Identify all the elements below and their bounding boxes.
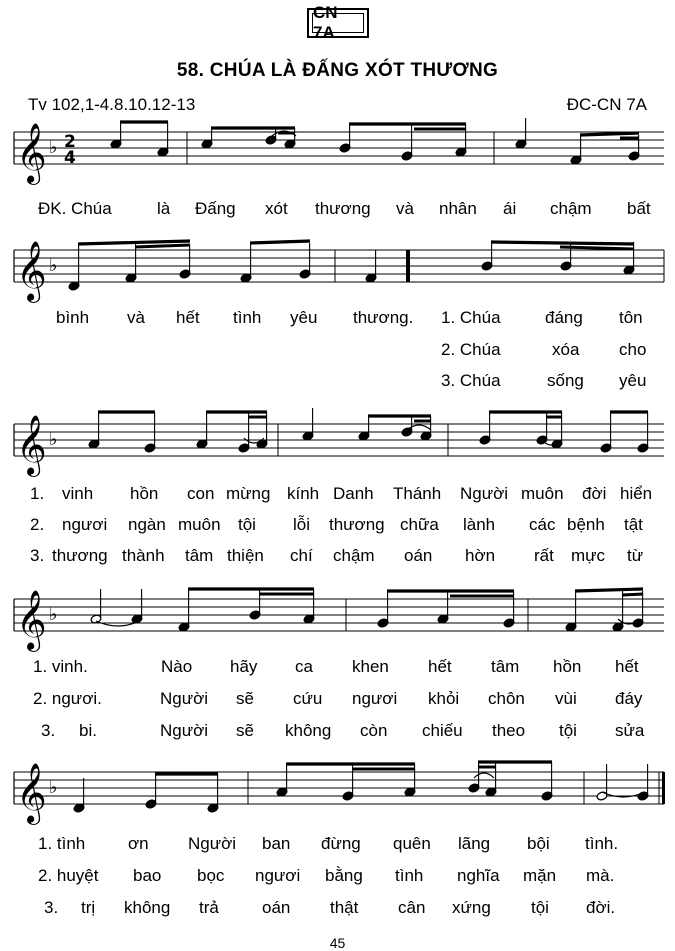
treble-clef: 𝄞 bbox=[16, 590, 47, 650]
lyric-word: cho bbox=[619, 340, 647, 359]
lyric-word: mà. bbox=[586, 866, 615, 885]
lyric-word: rất bbox=[534, 546, 554, 565]
lyric-word: 2. Chúa bbox=[441, 340, 501, 359]
lyric-word: quên bbox=[393, 834, 431, 853]
lyric-word: 1. vinh. bbox=[33, 657, 88, 676]
lyric-line bbox=[0, 199, 675, 221]
lyric-word: hiển bbox=[620, 484, 653, 503]
section-barline bbox=[406, 250, 410, 282]
category-badge bbox=[307, 3, 369, 42]
lyric-line bbox=[0, 689, 675, 711]
lyric-word: chậm bbox=[550, 199, 592, 218]
secondary-beam bbox=[622, 594, 643, 595]
lyric-word: cứu bbox=[293, 689, 323, 708]
key-signature-flat: ♭ bbox=[49, 604, 58, 625]
beam bbox=[580, 133, 639, 135]
lyric-word: thương bbox=[329, 515, 385, 534]
lyric-word: trị bbox=[81, 898, 96, 917]
lyric-word: tật bbox=[624, 515, 643, 534]
lyric-word: 3. bbox=[44, 898, 59, 917]
lyric-word: nghĩa bbox=[457, 866, 500, 885]
lyric-word: kính bbox=[287, 484, 320, 503]
lyric-word: 1. Chúa bbox=[441, 308, 501, 327]
lyric-word: vùi bbox=[555, 689, 577, 708]
lyric-word: là bbox=[157, 199, 171, 218]
treble-clef: 𝄞 bbox=[16, 415, 47, 475]
lyric-line bbox=[0, 308, 675, 330]
lyric-word: ngàn bbox=[128, 515, 166, 534]
lyric-word: tình. bbox=[585, 834, 619, 853]
lyric-word: các bbox=[529, 515, 556, 534]
lyric-word: sống bbox=[547, 371, 584, 390]
lyric-word: và bbox=[127, 308, 145, 327]
tie-slur bbox=[474, 773, 494, 778]
lyric-word: tình bbox=[233, 308, 262, 327]
lyric-word: bọc bbox=[197, 866, 225, 885]
lyric-word: Người bbox=[188, 834, 237, 853]
lyric-word: ban bbox=[262, 834, 291, 853]
badge-label: CN 7A bbox=[312, 13, 364, 33]
lyric-line bbox=[0, 340, 675, 362]
lyric-word: bội bbox=[527, 834, 550, 853]
lyric-word: Người bbox=[460, 484, 509, 503]
lyric-word: xót bbox=[265, 199, 288, 218]
beam bbox=[491, 242, 634, 244]
lyric-word: chôn bbox=[488, 689, 525, 708]
lyric-word: đáy bbox=[615, 689, 643, 708]
lyric-word: ái bbox=[503, 199, 517, 218]
lyric-word: Nào bbox=[161, 657, 193, 676]
lyric-word: xứng bbox=[452, 898, 491, 917]
lyric-word: 3. bbox=[30, 546, 45, 565]
lyric-word: ca bbox=[295, 657, 313, 676]
lyric-word: lành bbox=[463, 515, 496, 534]
lyric-word: lỗi bbox=[293, 515, 311, 534]
staff-system-4 bbox=[0, 585, 675, 655]
lyric-word: ngươi bbox=[62, 515, 108, 534]
lyric-word: hãy bbox=[230, 657, 258, 676]
lyric-word: yêu bbox=[619, 371, 647, 390]
lyric-word: mặn bbox=[523, 866, 557, 885]
lyric-word: không bbox=[285, 721, 332, 740]
lyric-word: sẽ bbox=[236, 689, 254, 708]
lyric-word: ngươi bbox=[255, 866, 301, 885]
lyric-word: tội bbox=[531, 898, 549, 917]
secondary-beam bbox=[560, 247, 634, 249]
lyric-word: tội bbox=[559, 721, 577, 740]
lyric-word: tội bbox=[238, 515, 256, 534]
lyric-word: Thánh bbox=[393, 484, 442, 503]
lyric-word: chữa bbox=[400, 515, 439, 534]
lyric-word: mực bbox=[571, 546, 606, 565]
beam bbox=[78, 241, 190, 244]
lyric-word: 2. bbox=[30, 515, 45, 534]
lyric-word: muôn bbox=[521, 484, 564, 503]
lyric-word: bằng bbox=[325, 866, 363, 885]
lyric-word: trả bbox=[199, 898, 219, 917]
staff-system-1 bbox=[0, 118, 675, 188]
staff-system-5 bbox=[0, 758, 675, 828]
page-number: 45 bbox=[329, 935, 346, 951]
lyric-word: chậm bbox=[333, 546, 375, 565]
lyric-word: hờn bbox=[465, 546, 496, 565]
lyric-word: tâm bbox=[491, 657, 520, 676]
lyric-word: bi. bbox=[79, 721, 97, 740]
lyric-word: tâm bbox=[185, 546, 214, 565]
lyric-word: chiếu bbox=[422, 721, 463, 740]
lyric-word: từ bbox=[627, 546, 644, 565]
lyric-word: không bbox=[124, 898, 171, 917]
lyric-word: Người bbox=[160, 689, 209, 708]
lyric-word: vinh bbox=[62, 484, 94, 503]
secondary-beam bbox=[135, 245, 190, 247]
lyric-word: đời. bbox=[586, 898, 616, 917]
lyric-word: và bbox=[396, 199, 414, 218]
lyric-word: hết bbox=[428, 657, 452, 676]
lyric-word: ơn bbox=[128, 834, 149, 853]
key-signature-flat: ♭ bbox=[49, 137, 58, 158]
lyric-word: 1. bbox=[30, 484, 45, 503]
beam bbox=[250, 241, 310, 243]
lyric-word: nhân bbox=[439, 199, 477, 218]
lyric-word: ngươi bbox=[352, 689, 398, 708]
lyric-word: muôn bbox=[178, 515, 221, 534]
lyric-word: tôn bbox=[619, 308, 643, 327]
lyric-word: thương. bbox=[353, 308, 414, 327]
lyric-line bbox=[0, 546, 675, 568]
lyric-line bbox=[0, 657, 675, 679]
lyric-word: oán bbox=[262, 898, 291, 917]
lyric-word: bất bbox=[627, 199, 651, 218]
lyric-word: 1. tình bbox=[38, 834, 86, 853]
staff-system-2 bbox=[0, 236, 675, 306]
lyric-word: thành bbox=[122, 546, 165, 565]
lyric-word: bao bbox=[133, 866, 162, 885]
final-barline-thick bbox=[662, 772, 665, 804]
key-signature-flat: ♭ bbox=[49, 255, 58, 276]
lyric-word: khỏi bbox=[428, 689, 460, 708]
lyric-word: đừng bbox=[321, 834, 361, 853]
lyric-word: khen bbox=[352, 657, 389, 676]
lyric-word: theo bbox=[492, 721, 526, 740]
lyric-word: hết bbox=[615, 657, 639, 676]
lyric-word: thương bbox=[52, 546, 108, 565]
lyric-word: con bbox=[187, 484, 215, 503]
key-signature-flat: ♭ bbox=[49, 429, 58, 450]
lyric-word: thương bbox=[315, 199, 371, 218]
treble-clef: 𝄞 bbox=[16, 241, 47, 301]
key-signature-flat: ♭ bbox=[49, 777, 58, 798]
lyric-line bbox=[0, 484, 675, 506]
lyric-word: thiện bbox=[227, 546, 264, 565]
beam bbox=[575, 589, 643, 591]
lyric-word: lãng bbox=[458, 834, 491, 853]
lyric-line bbox=[0, 371, 675, 393]
lyric-word: thật bbox=[330, 898, 359, 917]
lyric-word: mừng bbox=[226, 484, 271, 503]
song-title: 58. CHÚA LÀ ĐẤNG XÓT THƯƠNG bbox=[176, 60, 499, 81]
lyric-word: sẽ bbox=[236, 721, 254, 740]
lyric-word: còn bbox=[360, 721, 388, 740]
time-signature-top: 2 bbox=[64, 132, 76, 152]
lyric-word: Danh bbox=[333, 484, 374, 503]
lyric-word: oán bbox=[404, 546, 433, 565]
lyric-word: bệnh bbox=[567, 515, 605, 534]
time-signature-bottom: 4 bbox=[64, 148, 76, 168]
lyric-line bbox=[0, 898, 675, 920]
lyric-word: yêu bbox=[290, 308, 318, 327]
lyric-line bbox=[0, 834, 675, 856]
lyric-line bbox=[0, 721, 675, 743]
lyric-word: tình bbox=[395, 866, 424, 885]
lyric-word: chí bbox=[290, 546, 313, 565]
response-reference: ĐC-CN 7A bbox=[566, 95, 647, 114]
lyric-word: xóa bbox=[552, 340, 580, 359]
staff-system-3 bbox=[0, 410, 675, 480]
lyric-word: 3. Chúa bbox=[441, 371, 501, 390]
lyric-word: cân bbox=[398, 898, 426, 917]
lyric-word: 3. bbox=[41, 721, 56, 740]
treble-clef: 𝄞 bbox=[16, 123, 47, 183]
lyric-word: bình bbox=[56, 308, 90, 327]
treble-clef: 𝄞 bbox=[16, 763, 47, 823]
lyric-line bbox=[0, 866, 675, 888]
psalm-reference: Tv 102,1-4.8.10.12-13 bbox=[28, 95, 196, 114]
lyric-word: hồn bbox=[553, 657, 582, 676]
lyric-word: Đấng bbox=[195, 199, 236, 218]
lyric-word: 2. ngươi. bbox=[33, 689, 102, 708]
lyric-word: sửa bbox=[615, 721, 645, 740]
lyric-word: hồn bbox=[130, 484, 159, 503]
lyric-word: hết bbox=[176, 308, 200, 327]
lyric-word: 2. huyệt bbox=[38, 866, 99, 885]
lyric-word: đáng bbox=[545, 308, 583, 327]
lyric-word: ĐK. Chúa bbox=[38, 199, 112, 218]
lyric-word: Người bbox=[160, 721, 209, 740]
lyric-line bbox=[0, 515, 675, 537]
lyric-word: đời bbox=[582, 484, 607, 503]
